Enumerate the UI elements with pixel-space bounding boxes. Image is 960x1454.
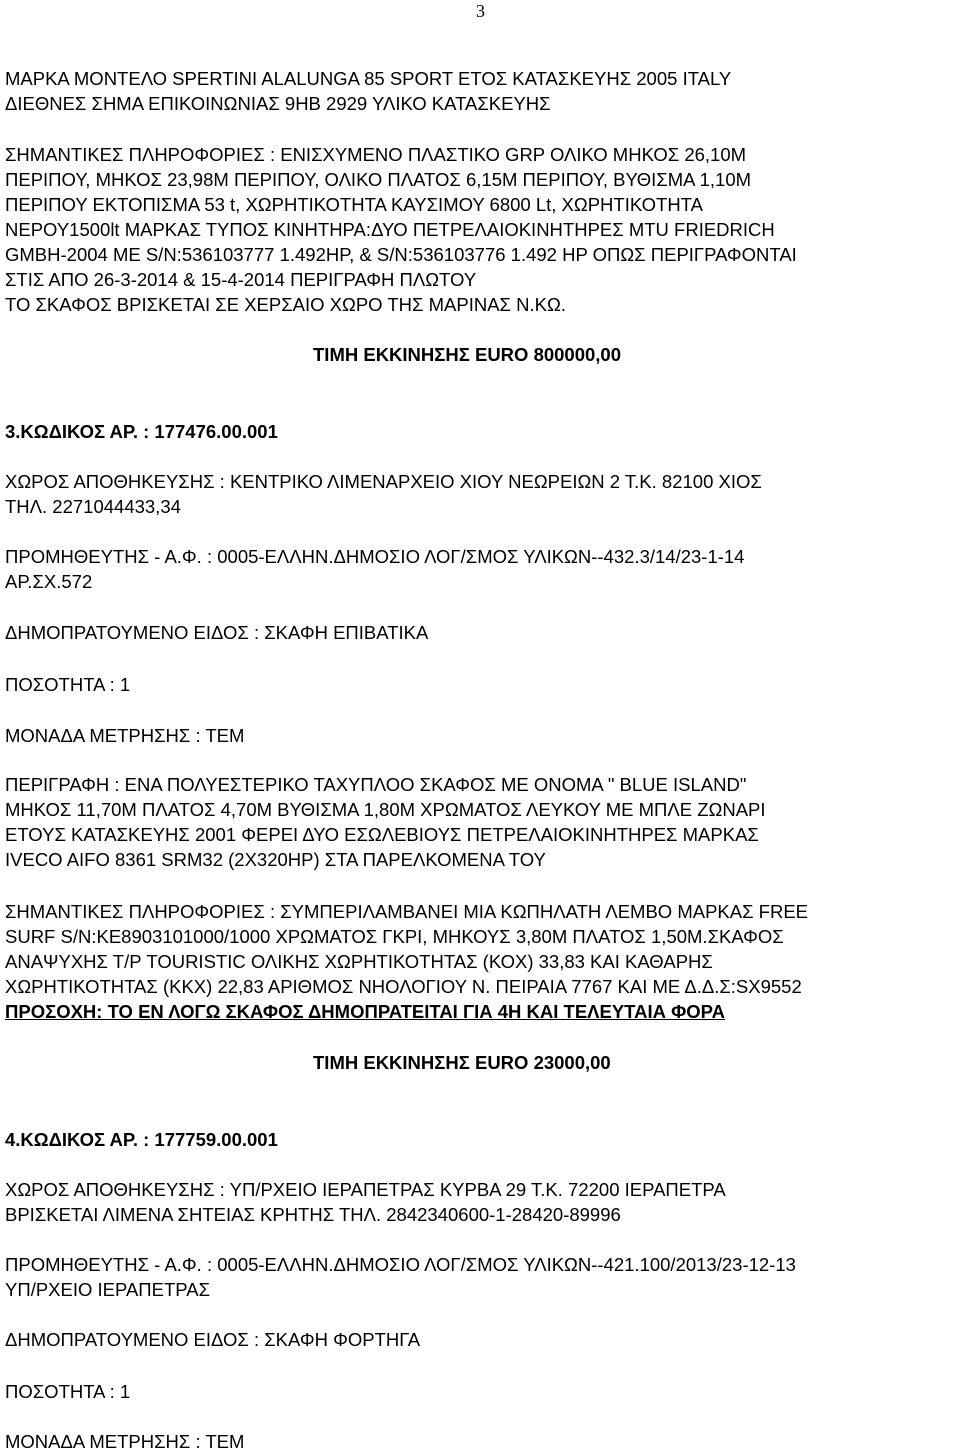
info-line-2: ΠΕΡΙΠΟΥ, ΜΗΚΟΣ 23,98Μ ΠΕΡΙΠΟΥ, ΟΛΙΚΟ ΠΛΑΤΟΣ 6,15Μ ΠΕΡΙΠΟΥ, ΒΥΘΙΣΜΑ 1,10Μ: [5, 169, 752, 190]
supplier-line: ΠΡΟΜΗΘΕΥΤΗΣ - Α.Φ. : 0005-ΕΛΛΗΝ.ΔΗΜΟΣΙΟ ΛΟΓ/ΣΜΟΣ ΥΛΙΚΩΝ--432.3/14/23-1-14: [5, 546, 745, 567]
info-line-4: ΝΕΡΟΥ1500lt ΜΑΡΚΑΣ ΤΥΠΟΣ ΚΙΝΗΤΗΡΑ:ΔΥΟ ΠΕΤΡΕΛΑΙΟΚΙΝΗΤΗΡΕΣ MTU FRIEDRICH: [5, 219, 775, 240]
important-info-line-2: SURF S/N:KE8903101000/1000 ΧΡΩΜΑΤΟΣ ΓΚΡΙ, ΜΗΚΟΥΣ 3,80Μ ΠΛΑΤΟΣ 1,50Μ.ΣΚΑΦΟΣ: [5, 926, 784, 947]
description-line-2: ΜΗΚΟΣ 11,70Μ ΠΛΑΤΟΣ 4,70Μ ΒΥΘΙΣΜΑ 1,80Μ ΧΡΩΜΑΤΟΣ ΛΕΥΚΟΥ ΜΕ ΜΠΛΕ ΖΩΝΑΡΙ: [5, 799, 766, 820]
storage-location-line: ΧΩΡΟΣ ΑΠΟΘΗΚΕΥΣΗΣ : ΚΕΝΤΡΙΚΟ ΛΙΜΕΝΑΡΧΕΙΟ ΧΙΟΥ ΝΕΩΡΕΙΩΝ 2 Τ.Κ. 82100 ΧΙΟΣ: [5, 471, 762, 492]
info-line-3: ΠΕΡΙΠΟΥ ΕΚΤΟΠΙΣΜΑ 53 t, ΧΩΡΗΤΙΚΟΤΗΤΑ ΚΑΥΣΙΜΟΥ 6800 Lt, ΧΩΡΗΤΙΚΟΤΗΤΑ: [5, 194, 703, 215]
starting-price-item-2: ΤΙΜΗ ΕΚΚΙΝΗΣΗΣ EURO 800000,00: [313, 344, 622, 365]
supplier-ref-line: ΑΡ.ΣΧ.572: [5, 571, 93, 592]
call-sign-line: ΔΙΕΘΝΕΣ ΣΗΜΑ ΕΠΙΚΟΙΝΩΝΙΑΣ 9ΗΒ 2929 ΥΛΙΚΟ ΚΑΤΑΣΚΕΥΗΣ: [5, 93, 551, 114]
starting-price-item-3: ΤΙΜΗ ΕΚΚΙΝΗΣΗΣ EURO 23000,00: [313, 1052, 611, 1073]
location-line: ΤΟ ΣΚΑΦΟΣ ΒΡΙΣΚΕΤΑΙ ΣΕ ΧΕΡΣΑΙΟ ΧΩΡΟ ΤΗΣ ΜΑΡΙΝΑΣ Ν.ΚΩ.: [5, 294, 566, 315]
page-number: 3: [476, 1, 485, 21]
unit-line-4: ΜΟΝΑΔΑ ΜΕΤΡΗΣΗΣ : ΤΕΜ: [5, 1431, 245, 1452]
description-line-4: IVECO AIFO 8361 SRM32 (2X320HP) ΣΤΑ ΠΑΡΕΛΚΟΜΕΝΑ ΤΟΥ: [5, 849, 546, 870]
item-code-3: 3.ΚΩΔΙΚΟΣ ΑΡ. : 177476.00.001: [5, 421, 278, 442]
info-line-5: GMBH-2004 ΜΕ S/N:536103777 1.492HP, & S/N:536103776 1.492 HP ΟΠΩΣ ΠΕΡΙΓΡΑΦΟΝΤΑΙ: [5, 244, 797, 265]
important-info-line-4: ΧΩΡΗΤΙΚΟΤΗΤΑΣ (ΚΚΧ) 22,83 ΑΡΙΘΜΟΣ ΝΗΟΛΟΓΙΟΥ Ν. ΠΕΙΡΑΙΑ 7767 ΚΑΙ ΜΕ Δ.Δ.Σ:SX9552: [5, 976, 802, 997]
info-line-6: ΣΤΙΣ ΑΠΟ 26-3-2014 & 15-4-2014 ΠΕΡΙΓΡΑΦΗ ΠΛΩΤΟΥ: [5, 269, 477, 290]
storage-phone-line: ΤΗΛ. 2271044433,34: [5, 496, 181, 517]
item-type-line-4: ΔΗΜΟΠΡΑΤΟΥΜΕΝΟ ΕΙΔΟΣ : ΣΚΑΦΗ ΦΟΡΤΗΓΑ: [5, 1329, 421, 1350]
description-line-3: ΕΤΟΥΣ ΚΑΤΑΣΚΕΥΗΣ 2001 ΦΕΡΕΙ ΔΥΟ ΕΣΩΛΕΒΙΟΥΣ ΠΕΤΡΕΛΑΙΟΚΙΝΗΤΗΡΕΣ ΜΑΡΚΑΣ: [5, 824, 759, 845]
vessel-model-line: ΜΑΡΚΑ ΜΟΝΤΕΛΟ SPERTINI ALALUNGA 85 SPORT ΕΤΟΣ ΚΑΤΑΣΚΕΥΗΣ 2005 ITALY: [5, 68, 732, 89]
important-info-line-1: ΣΗΜΑΝΤΙΚΕΣ ΠΛΗΡΟΦΟΡΙΕΣ : ΣΥΜΠΕΡΙΛΑΜΒΑΝΕΙ ΜΙΑ ΚΩΠΗΛΑΤΗ ΛΕΜΒΟ ΜΑΡΚΑΣ FREE: [5, 901, 809, 922]
supplier-line-4: ΠΡΟΜΗΘΕΥΤΗΣ - Α.Φ. : 0005-ΕΛΛΗΝ.ΔΗΜΟΣΙΟ ΛΟΓ/ΣΜΟΣ ΥΛΙΚΩΝ--421.100/2013/23-12-13: [5, 1254, 796, 1275]
unit-line: ΜΟΝΑΔΑ ΜΕΤΡΗΣΗΣ : ΤΕΜ: [5, 725, 245, 746]
storage-phone-line-4: ΒΡΙΣΚΕΤΑΙ ΛΙΜΕΝΑ ΣΗΤΕΙΑΣ ΚΡΗΤΗΣ ΤΗΛ. 2842340600-1-28420-89996: [5, 1204, 621, 1225]
description-line-1: ΠΕΡΙΓΡΑΦΗ : ΕΝΑ ΠΟΛΥΕΣΤΕΡΙΚΟ ΤΑΧΥΠΛΟΟ ΣΚΑΦΟΣ ΜΕ ΟΝΟΜΑ " BLUE ISLAND": [5, 774, 747, 795]
info-line-1: ΣΗΜΑΝΤΙΚΕΣ ΠΛΗΡΟΦΟΡΙΕΣ : ΕΝΙΣΧΥΜΕΝΟ ΠΛΑΣΤΙΚΟ GRP ΟΛΙΚΟ ΜΗΚΟΣ 26,10Μ: [5, 144, 747, 165]
supplier-ref-line-4: ΥΠ/ΡΧΕΙΟ ΙΕΡΑΠΕΤΡΑΣ: [5, 1279, 211, 1300]
warning-line: ΠΡΟΣΟΧΗ: ΤΟ ΕΝ ΛΟΓΩ ΣΚΑΦΟΣ ΔΗΜΟΠΡΑΤΕΙΤΑΙ ΓΙΑ 4Η ΚΑΙ ΤΕΛΕΥΤΑΙΑ ΦΟΡΑ: [5, 1001, 726, 1022]
storage-location-line-4: ΧΩΡΟΣ ΑΠΟΘΗΚΕΥΣΗΣ : ΥΠ/ΡΧΕΙΟ ΙΕΡΑΠΕΤΡΑΣ ΚΥΡΒΑ 29 Τ.Κ. 72200 ΙΕΡΑΠΕΤΡΑ: [5, 1179, 726, 1200]
item-code-4: 4.ΚΩΔΙΚΟΣ ΑΡ. : 177759.00.001: [5, 1129, 278, 1150]
quantity-line: ΠΟΣΟΤΗΤΑ : 1: [5, 674, 131, 695]
quantity-line-4: ΠΟΣΟΤΗΤΑ : 1: [5, 1381, 131, 1402]
important-info-line-3: ΑΝΑΨΥΧΗΣ Τ/Ρ TOURISTIC ΟΛΙΚΗΣ ΧΩΡΗΤΙΚΟΤΗΤΑΣ (ΚΟΧ) 33,83 ΚΑΙ ΚΑΘΑΡΗΣ: [5, 951, 713, 972]
item-type-line: ΔΗΜΟΠΡΑΤΟΥΜΕΝΟ ΕΙΔΟΣ : ΣΚΑΦΗ ΕΠΙΒΑΤΙΚΑ: [5, 622, 429, 643]
